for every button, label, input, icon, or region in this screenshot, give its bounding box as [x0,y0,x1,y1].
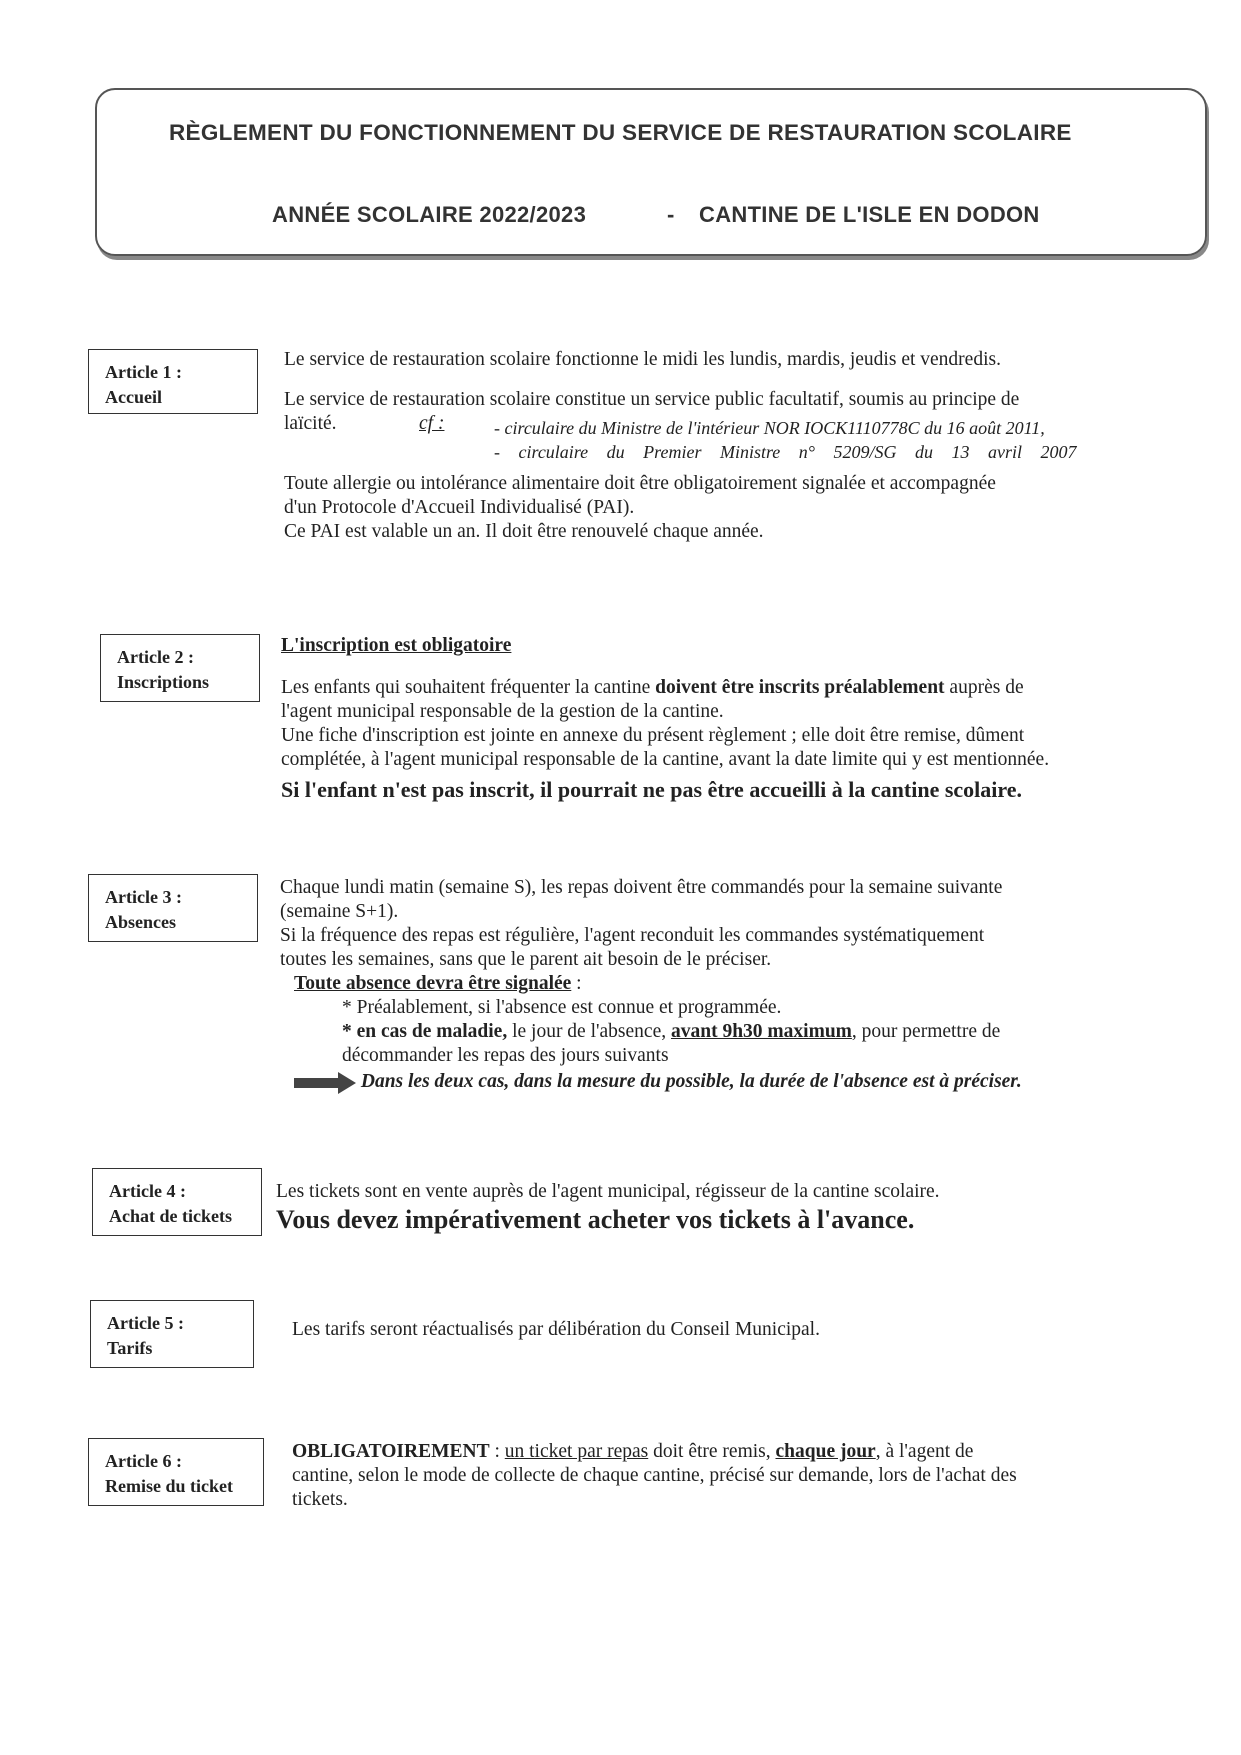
article-name: Tarifs [107,1338,153,1358]
article-3-text [280,876,1220,1094]
rule: chaque jour [775,1441,876,1462]
paragraph: (semaine S+1). [280,901,399,922]
paragraph: Les tarifs seront réactualisés par délibération du Conseil Municipal. [292,1319,820,1340]
paragraph: cantine, selon le mode de collecte de chaque cantine, précisé sur demande, lors de l'achat des [292,1465,1017,1486]
colon: : [571,973,582,994]
section-heading: L'inscription est obligatoire [281,635,512,656]
article-number: Article 1 : [105,362,182,382]
article-1-box [88,349,258,414]
paragraph: l'agent municipal responsable de la gestion de la cantine. [281,701,724,722]
article-name: Absences [105,912,176,932]
paragraph: Ce PAI est valable un an. Il doit être renouvelé chaque année. [284,521,764,542]
article-number: Article 2 : [117,647,194,667]
header-box [95,88,1207,256]
deadline: avant 9h30 maximum [670,1021,852,1042]
paragraph: décommander les repas des jours suivants [342,1045,669,1066]
article-4-box [92,1168,262,1236]
note: Dans les deux cas, dans la mesure du possible, la durée de l'absence est à préciser. [360,1071,1022,1092]
warning: Vous devez impérativement acheter vos tickets à l'avance. [276,1205,915,1234]
paragraph: complétée, à l'agent municipal responsable de la cantine, avant la date limite qui y est mentionnée. [281,749,1050,770]
cf-label: cf : [419,413,445,434]
section-heading: Toute absence devra être signalée [294,973,572,994]
reference: - circulaire du Premier Ministre n° 5209/SG du 13 avril 2007 [494,442,1077,462]
article-6-text [292,1440,1182,1512]
bullet: * [342,1021,352,1042]
header-separator: - [667,202,675,227]
article-6-box [88,1438,264,1506]
paragraph: d'un Protocole d'Accueil Individualisé (PAI). [284,497,635,518]
paragraph: laïcité. [284,413,337,434]
school-year: ANNÉE SCOLAIRE 2022/2023 [272,202,587,227]
emphasis: doivent être inscrits préalablement [655,677,945,698]
paragraph: , à l'agent de [875,1441,974,1462]
article-2-text [281,634,1221,802]
paragraph: Le service de restauration scolaire fonctionne le midi les lundis, mardis, jeudis et vendredis. [284,349,1001,370]
article-number: Article 4 : [109,1181,186,1201]
article-number: Article 6 : [105,1451,182,1471]
emphasis: OBLIGATOIREMENT [292,1441,490,1462]
warning: Si l'enfant n'est pas inscrit, il pourrait ne pas être accueilli à la cantine scolaire. [281,777,1023,802]
document-title: RÈGLEMENT DU FONCTIONNEMENT DU SERVICE DE RESTAURATION SCOLAIRE [169,120,1072,145]
article-number: Article 3 : [105,887,182,907]
colon: : [489,1441,505,1462]
article-name: Inscriptions [117,672,210,692]
paragraph: Les tickets sont en vente auprès de l'agent municipal, régisseur de la cantine scolaire. [276,1181,940,1202]
paragraph: Chaque lundi matin (semaine S), les repas doivent être commandés pour la semaine suivante [280,877,1003,898]
article-1-text [284,348,1204,544]
list-item: * Préalablement, si l'absence est connue et programmée. [342,997,782,1018]
paragraph: Le service de restauration scolaire constitue un service public facultatif, soumis au principe de [284,389,1020,410]
article-name: Remise du ticket [105,1476,233,1496]
article-name: Achat de tickets [109,1206,232,1226]
paragraph: doit être remis, [648,1441,776,1462]
paragraph: , pour permettre de [851,1021,1001,1042]
reference: - circulaire du Ministre de l'intérieur NOR IOCK1110778C du 16 août 2011, [494,418,1045,438]
paragraph: toutes les semaines, sans que le parent ait besoin de le préciser. [280,949,772,970]
canteen-name: CANTINE DE L'ISLE EN DODON [699,202,1040,227]
article-name: Accueil [105,387,162,407]
paragraph: auprès de [949,677,1024,698]
emphasis: en cas de maladie, [356,1021,508,1042]
arrow-right-icon [294,1072,356,1094]
paragraph: Si la fréquence des repas est régulière, l'agent reconduit les commandes systématiquement [280,925,985,946]
paragraph: le jour de l'absence, [512,1021,667,1042]
article-2-box [100,634,260,702]
rule: un ticket par repas [504,1441,649,1462]
article-4-text [276,1180,1216,1232]
article-3-box [88,874,258,942]
article-number: Article 5 : [107,1313,184,1333]
paragraph: Toute allergie ou intolérance alimentaire doit être obligatoirement signalée et accompagnée [284,473,996,494]
paragraph: Les enfants qui souhaitent fréquenter la cantine [281,677,651,698]
article-5-box [90,1300,254,1368]
article-5-text [292,1318,1212,1342]
paragraph: Une fiche d'inscription est jointe en annexe du présent règlement ; elle doit être remise, dûment [281,725,1025,746]
paragraph: tickets. [292,1489,348,1510]
